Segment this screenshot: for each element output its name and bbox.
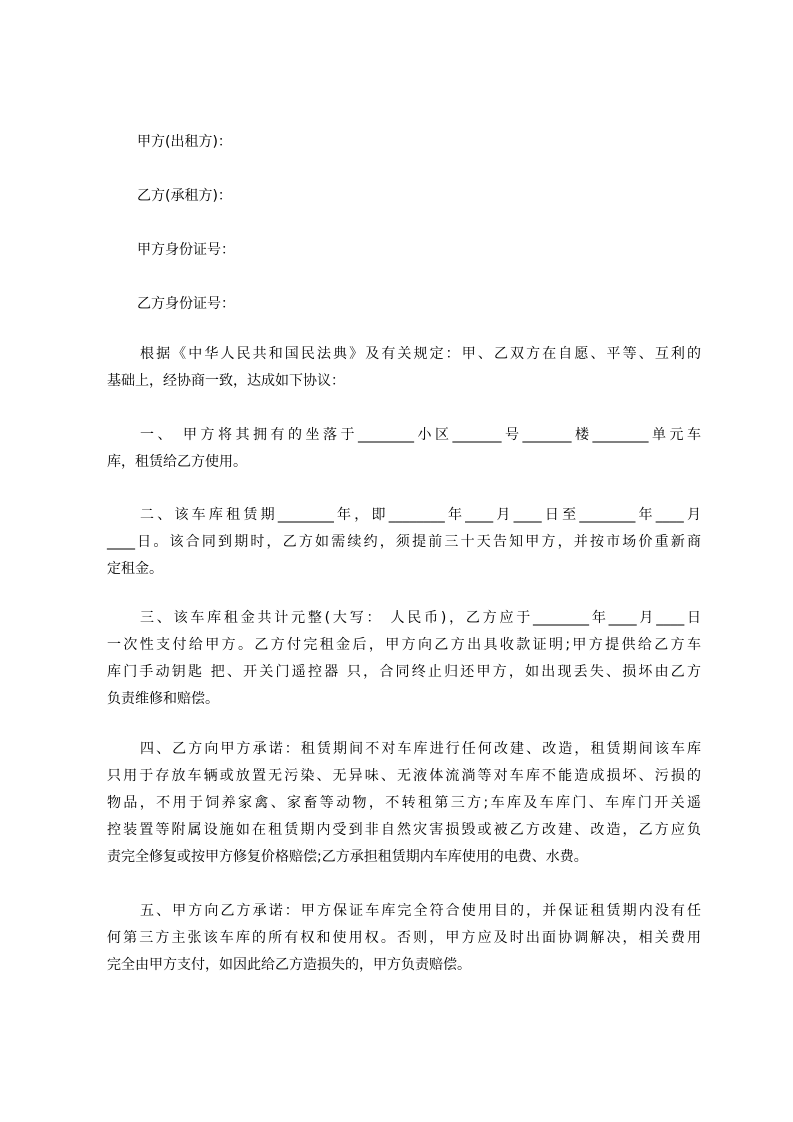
clause-1 (107, 422, 701, 476)
lessor-id-field: 甲方身份证号： (137, 242, 235, 258)
paragraph-line: 根据《中华人民共和国民法典》及有关规定：甲、乙双方在自愿、平等、互利的 (140, 346, 701, 362)
paragraph-line: 只用于存放车辆或放置无污染、无异味、无液体流淌等对车库不能造成损坏、污损的 (107, 768, 701, 784)
paragraph-line: 责完全修复或按甲方修复价格赔偿;乙方承担租赁期内车库使用的电费、水费。 (107, 849, 588, 865)
paragraph-line: 二、该车库租赁期________年，即________年____月____日至________年____月 (140, 507, 701, 523)
paragraph-line: 库，租赁给乙方使用。 (107, 454, 247, 470)
paragraph-line: 定租金。 (107, 561, 163, 577)
lessee-id-field: 乙方身份证号： (137, 296, 235, 312)
paragraph-line: 五、甲方向乙方承诺：甲方保证车库完全符合使用目的，并保证租赁期内没有任 (140, 903, 701, 919)
lessee-field: 乙方(承租方)： (137, 188, 232, 204)
paragraph-line: 何第三方主张该车库的所有权和使用权。否则，甲方应及时出面协调解决，相关费用 (107, 930, 701, 946)
paragraph-line: 完全由甲方支付，如因此给乙方造损失的，甲方负责赔偿。 (107, 957, 471, 973)
preamble-paragraph (107, 341, 701, 395)
paragraph-line: 四、乙方向甲方承诺：租赁期间不对车库进行任何改建、改造，租赁期间该车库 (140, 741, 701, 757)
paragraph-line: 物品，不用于饲养家禽、家畜等动物，不转租第三方;车库及车库门、车库门开关遥 (107, 795, 701, 811)
clause-4 (107, 736, 701, 871)
paragraph-line: 库门手动钥匙 把、开关门遥控器 只，合同终止归还甲方，如出现丢失、损坏由乙方 (107, 664, 701, 680)
paragraph-line: 基础上，经协商一致，达成如下协议： (107, 373, 345, 389)
clause-2 (107, 502, 701, 583)
clause-5 (107, 898, 701, 979)
clause-3 (107, 605, 701, 713)
paragraph-line: ____日。该合同到期时，乙方如需续约，须提前三十天告知甲方，并按市场价重新商 (107, 534, 701, 550)
lessor-field: 甲方(出租方)： (137, 134, 232, 150)
paragraph-line: 一次性支付给甲方。乙方付完租金后，甲方向乙方出具收款证明;甲方提供给乙方车 (107, 637, 701, 653)
paragraph-line: 负责维修和赔偿。 (107, 691, 219, 707)
paragraph-line: 一、 甲方将其拥有的坐落于________小区_______号_______楼________单元车 (140, 427, 701, 443)
paragraph-line: 三、该车库租金共计元整(大写： 人民币)，乙方应于________年____月____日 (140, 610, 701, 626)
paragraph-line: 控装置等附属设施如在租赁期内受到非自然灾害损毁或被乙方改建、改造，乙方应负 (107, 822, 701, 838)
